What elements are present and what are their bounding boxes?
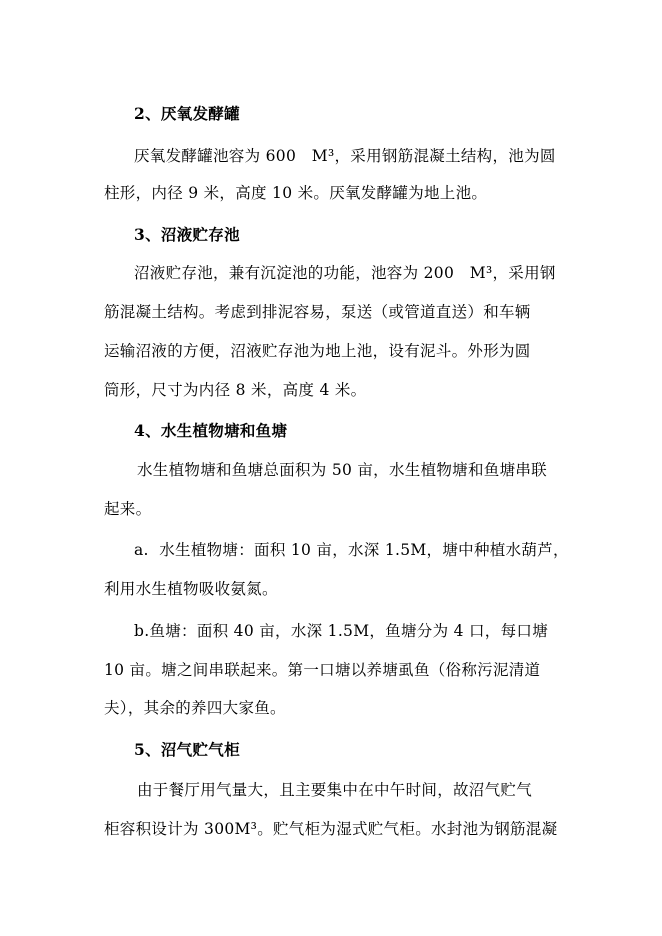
paragraph-line: 10 亩。塘之间串联起来。第一口塘以养塘虱鱼（俗称污泥清道 bbox=[104, 661, 541, 679]
paragraph-line: 由于餐厅用气量大，且主要集中在中午时间，故沼气贮气 bbox=[137, 781, 533, 799]
paragraph-line: 柱形，内径 9 米，高度 10 米。厌氧发酵罐为地上池。 bbox=[104, 184, 488, 202]
paragraph-line: 水生植物塘和鱼塘总面积为 50 亩，水生植物塘和鱼塘串联 bbox=[137, 461, 547, 479]
paragraph-line: 柜容积设计为 300M³。贮气柜为湿式贮气柜。水封池为钢筋混凝 bbox=[104, 820, 558, 838]
paragraph-line: 沼液贮存池，兼有沉淀池的功能，池容为 200 M³，采用钢 bbox=[134, 264, 556, 282]
section-heading-gas-holder: 5、沼气贮气柜 bbox=[134, 740, 240, 759]
paragraph-line: b.鱼塘：面积 40 亩，水深 1.5M，鱼塘分为 4 口，每口塘 bbox=[134, 622, 548, 640]
paragraph-line: 筒形，尺寸为内径 8 米，高度 4 米。 bbox=[104, 381, 367, 399]
paragraph-line: 起来。 bbox=[104, 500, 152, 518]
paragraph-line: 运输沼液的方便，沼液贮存池为地上池，设有泥斗。外形为圆 bbox=[104, 342, 531, 360]
paragraph-line: 夫），其余的养四大家鱼。 bbox=[104, 699, 286, 717]
paragraph-line: 筋混凝土结构。考虑到排泥容易，泵送（或管道直送）和车辆 bbox=[104, 303, 531, 321]
paragraph-line: 利用水生植物吸收氨氮。 bbox=[104, 580, 278, 598]
section-heading-biogas-slurry-pool: 3、沼液贮存池 bbox=[134, 225, 240, 244]
section-heading-anaerobic-tank: 2、厌氧发酵罐 bbox=[134, 104, 240, 123]
section-heading-plant-fish-pond: 4、水生植物塘和鱼塘 bbox=[134, 421, 288, 440]
paragraph-line: 厌氧发酵罐池容为 600 M³，采用钢筋混凝土结构，池为圆 bbox=[134, 147, 556, 165]
paragraph-line: a. 水生植物塘：面积 10 亩，水深 1.5M，塘中种植水葫芦， bbox=[134, 541, 569, 559]
